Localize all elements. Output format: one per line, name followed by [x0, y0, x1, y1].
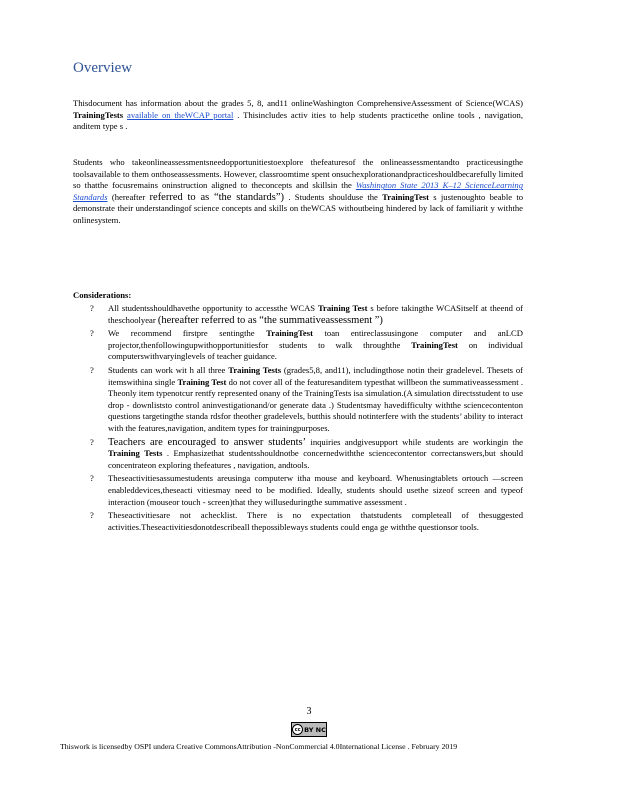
- list-item: ? We recommend firstpre sentingthe TrainingTest toan entireclassusingone computer and anLCD projector,thenfollowingupwithopportunitiesfor students to walk throughthe TrainingTest on individual computerswithvaryinglevels of teacher guidance.: [90, 328, 523, 362]
- considerations-list: [73, 303, 523, 535]
- page-heading: Overview: [73, 60, 133, 76]
- intro-text-end: . Thisincludes activ ities to help students practicethe online tools , navigation, anditem type s .: [73, 109, 523, 132]
- list-item: ? Theseactivitiesare not achecklist. There is no expectation thatstudents completeall of thesuggested activities.Theseactivitiesdonotdescribeall thepossibleways students could enga ge withthe questionsor tools.: [90, 510, 523, 532]
- training-test-term: TrainingTest: [382, 191, 429, 202]
- list-item: ? All studentsshouldhavethe opportunity to accessthe WCAS Training Test s before takingthe WCASitself at theend of theschoolyear (hereafter referred to as “the summativeassessment ”): [90, 303, 524, 326]
- list-item: ? Theseactivitiesassumestudents areusinga computerw itha mouse and keyboard. Whenusingtablets ortouch —screen enableddevices,theseacti vitiesmay need to be modified. Ideally, students should usethe sizeof screen and typeof interaction (mouseor touch - screen)that they willuseduringthe summative assessment .: [90, 473, 523, 507]
- page-number: 3: [306, 706, 312, 717]
- standards-link[interactable]: Washington State 2013 K–12 ScienceLearning Standards: [73, 180, 524, 202]
- wcap-portal-link[interactable]: available on theWCAP portal: [127, 109, 234, 120]
- para2-text-4: s justenoughto beable to demonstrate their understandingof science concepts and skills on theWCAS withoutbeing hindered by lack of familiarit y withthe onlinesystem.: [73, 191, 524, 225]
- list-item: ? Teachers are encouraged to answer students’ inquiries andgivesupport while students are workingin the Training Tests . Emphasizethat studentsshouldnotbe concernedwiththe sciencecontentor correctanswers,but should concentrateon exploring thefeatures , navigation, andtools.: [90, 436, 523, 470]
- license-footer: Thiswork is licensedby OSPI undera Creative CommonsAttribution -NonCommercial 4.0International License . February 2019: [60, 742, 458, 751]
- para2-text-2: (hereafter: [107, 191, 150, 202]
- standards-paragraph: [73, 157, 523, 227]
- cc-circle-icon: cc: [292, 724, 303, 735]
- bullet: ?: [90, 303, 94, 313]
- bullet: ?: [90, 510, 94, 521]
- creative-commons-icon: [291, 722, 327, 737]
- bullet: ?: [90, 328, 94, 339]
- list-item: ? Students can work wit h all three Training Tests (grades5,8, and11), includingthose notin their gradelevel. Thesets of itemswithina single Training Test do not cover all of the featuresanditem typesthat willbeon the summativeassessment . Theonly item typenotcur rentfy represented onany of the TrainingTests isa simulation.(A simulation directsstudent to use drop - downliststo control aninvestigationand/or generate data .) Studentsmay havedifficulty withthe sciencecontenton questions targetingthe standa rdsfor theother gradelevels, butthis should notinterfere with the students’ ability to interact with the features,navigation, anditem types for trainingpurposes.: [90, 364, 524, 433]
- para2-text-1: Students who takeonlineassessmentsneedopportunitiestoexplore thefeaturesof the onlineassessmentandto practiceusingthe toolsavailable to them onthoseassessments. However, classroomtime spent onsuchexplorationandpracticeshouldbecarefully limited so thatthe focusremains oninstruction aligned to theconcepts and skillsin the: [73, 157, 523, 191]
- training-tests-term: TrainingTests: [73, 109, 124, 120]
- intro-text: Thisdocument has information about the grades 5, 8, and11 onlineWashington ComprehensiveAssessment of Science(WCAS): [73, 98, 523, 108]
- considerations-title: Considerations:: [73, 290, 132, 300]
- bullet: ?: [90, 473, 94, 484]
- para2-text-3: . Students shoulduse the: [284, 191, 383, 202]
- para2-big-text: referred to as “the standards”): [149, 191, 285, 203]
- cc-badge-text: BY NC: [304, 725, 326, 734]
- intro-paragraph: [73, 98, 523, 133]
- bullet: ?: [90, 364, 94, 375]
- bullet: ?: [90, 436, 94, 447]
